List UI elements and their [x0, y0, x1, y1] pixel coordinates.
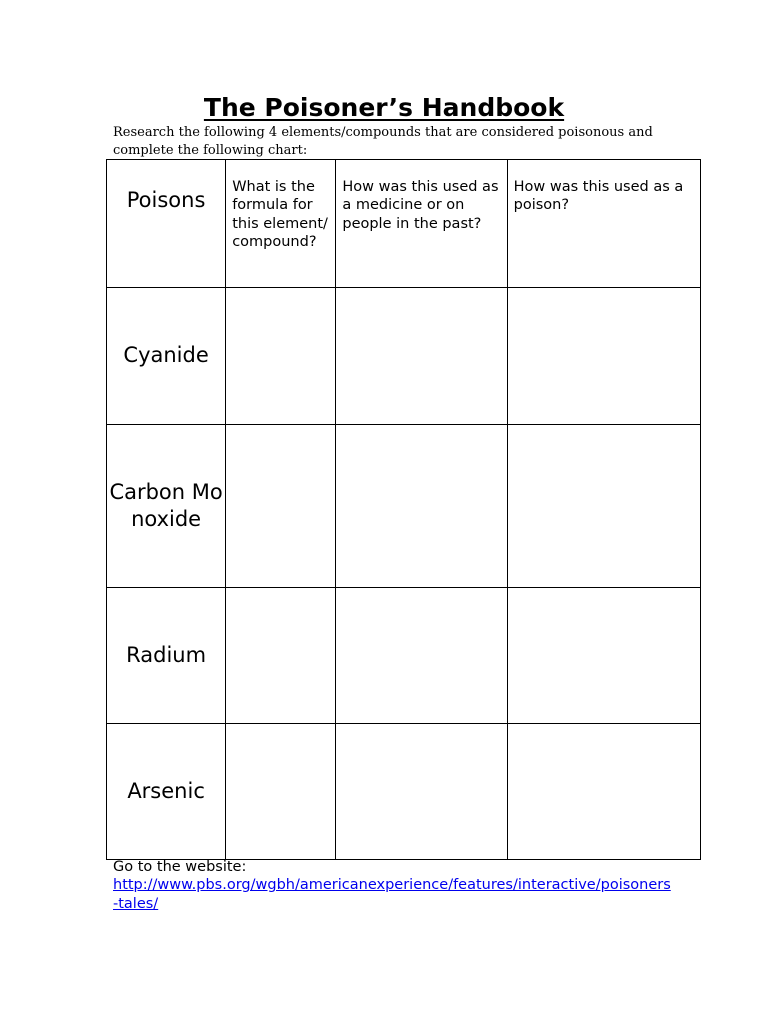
header-formula [226, 160, 336, 288]
row-label-cyanide: Cyanide [107, 288, 226, 425]
row-label-carbon-monoxide-text: Carbon Monoxide [109, 479, 223, 531]
header-poison-use [507, 160, 700, 288]
poison-cell-radium[interactable] [507, 588, 700, 724]
header-poison-use-label: How was this used as a poison? [513, 179, 684, 214]
formula-cell-cyanide[interactable] [226, 288, 336, 425]
table-row [107, 288, 701, 425]
poison-cell-cyanide[interactable] [507, 288, 700, 425]
header-medicine-use-label: How was this used as a medicine or on people in the past? [342, 179, 499, 232]
row-label-carbon-monoxide [107, 425, 226, 588]
poison-cell-arsenic[interactable] [507, 724, 700, 860]
poison-cell-carbon-monoxide[interactable] [507, 425, 700, 588]
page-title: The Poisoner’s Handbook [203, 93, 565, 122]
table-header-row [107, 160, 701, 288]
formula-cell-carbon-monoxide[interactable] [226, 425, 336, 588]
medicine-cell-carbon-monoxide[interactable] [336, 425, 507, 588]
table-row [107, 724, 701, 860]
formula-cell-radium[interactable] [226, 588, 336, 724]
formula-cell-arsenic[interactable] [226, 724, 336, 860]
header-medicine-use [336, 160, 507, 288]
row-label-radium: Radium [107, 588, 226, 724]
intro-text: Research the following 4 elements/compounds that are considered poisonous and complete the following chart: [113, 125, 653, 158]
medicine-cell-cyanide[interactable] [336, 288, 507, 425]
website-prompt: Go to the website: [113, 859, 247, 875]
footer [113, 858, 673, 913]
row-label-arsenic: Arsenic [107, 724, 226, 860]
website-link[interactable]: http://www.pbs.org/wgbh/americanexperience/features/interactive/poisoners-tales/ [113, 877, 671, 912]
header-poisons [107, 160, 226, 288]
table-row [107, 588, 701, 724]
poisons-chart [106, 159, 701, 860]
table-row [107, 425, 701, 588]
medicine-cell-radium[interactable] [336, 588, 507, 724]
header-formula-label: What is the formula for this element/ compound? [232, 179, 328, 250]
medicine-cell-arsenic[interactable] [336, 724, 507, 860]
header-poisons-label: Poisons [126, 188, 206, 212]
